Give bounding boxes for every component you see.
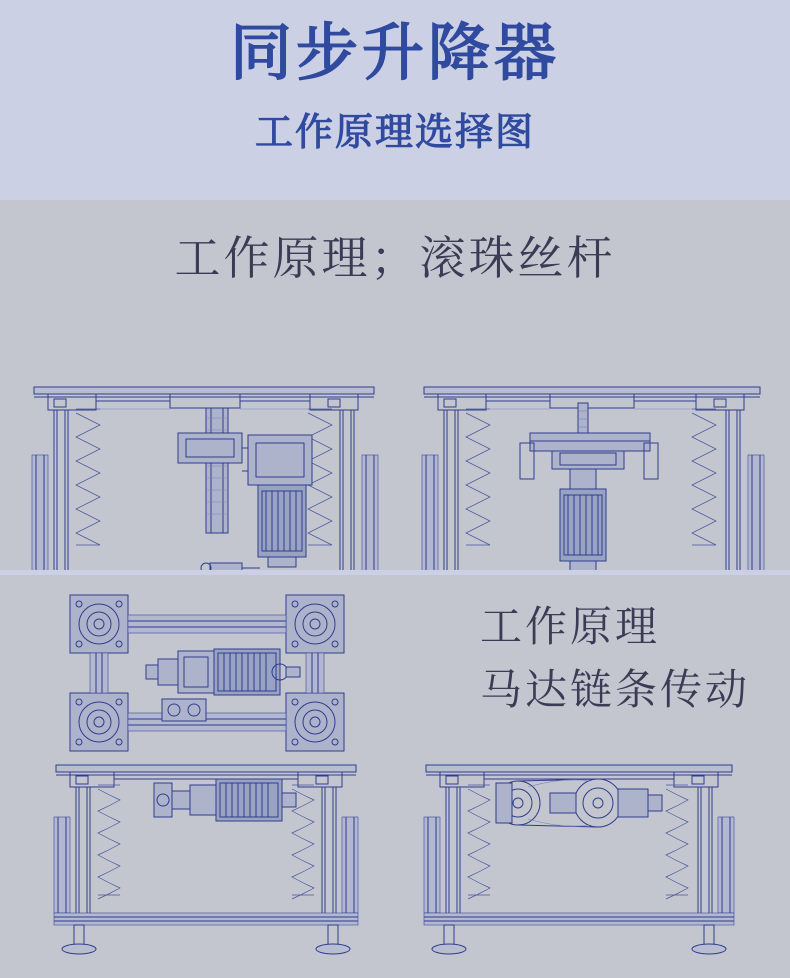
panel-ball-screw-title: 工作原理；滚珠丝杆 [174,233,616,284]
panel-ball-screw [0,200,790,570]
page-title: 同步升降器 [229,19,560,88]
page-subtitle: 工作原理选择图 [254,112,535,155]
panel-motor-chain-title-line1: 工作原理 [479,605,660,651]
panel-motor-chain [0,575,790,978]
poster-header [0,0,790,156]
panel-motor-chain-title [480,597,750,723]
ball-screw-lift-side-view [400,373,785,570]
chain-drive-side-view [400,755,760,970]
panel-motor-chain-title-line2: 马达链条传动 [479,668,750,714]
ball-screw-lift-front-view [10,373,400,570]
chain-drive-front-view [30,755,385,970]
chain-drive-top-view [50,587,380,762]
